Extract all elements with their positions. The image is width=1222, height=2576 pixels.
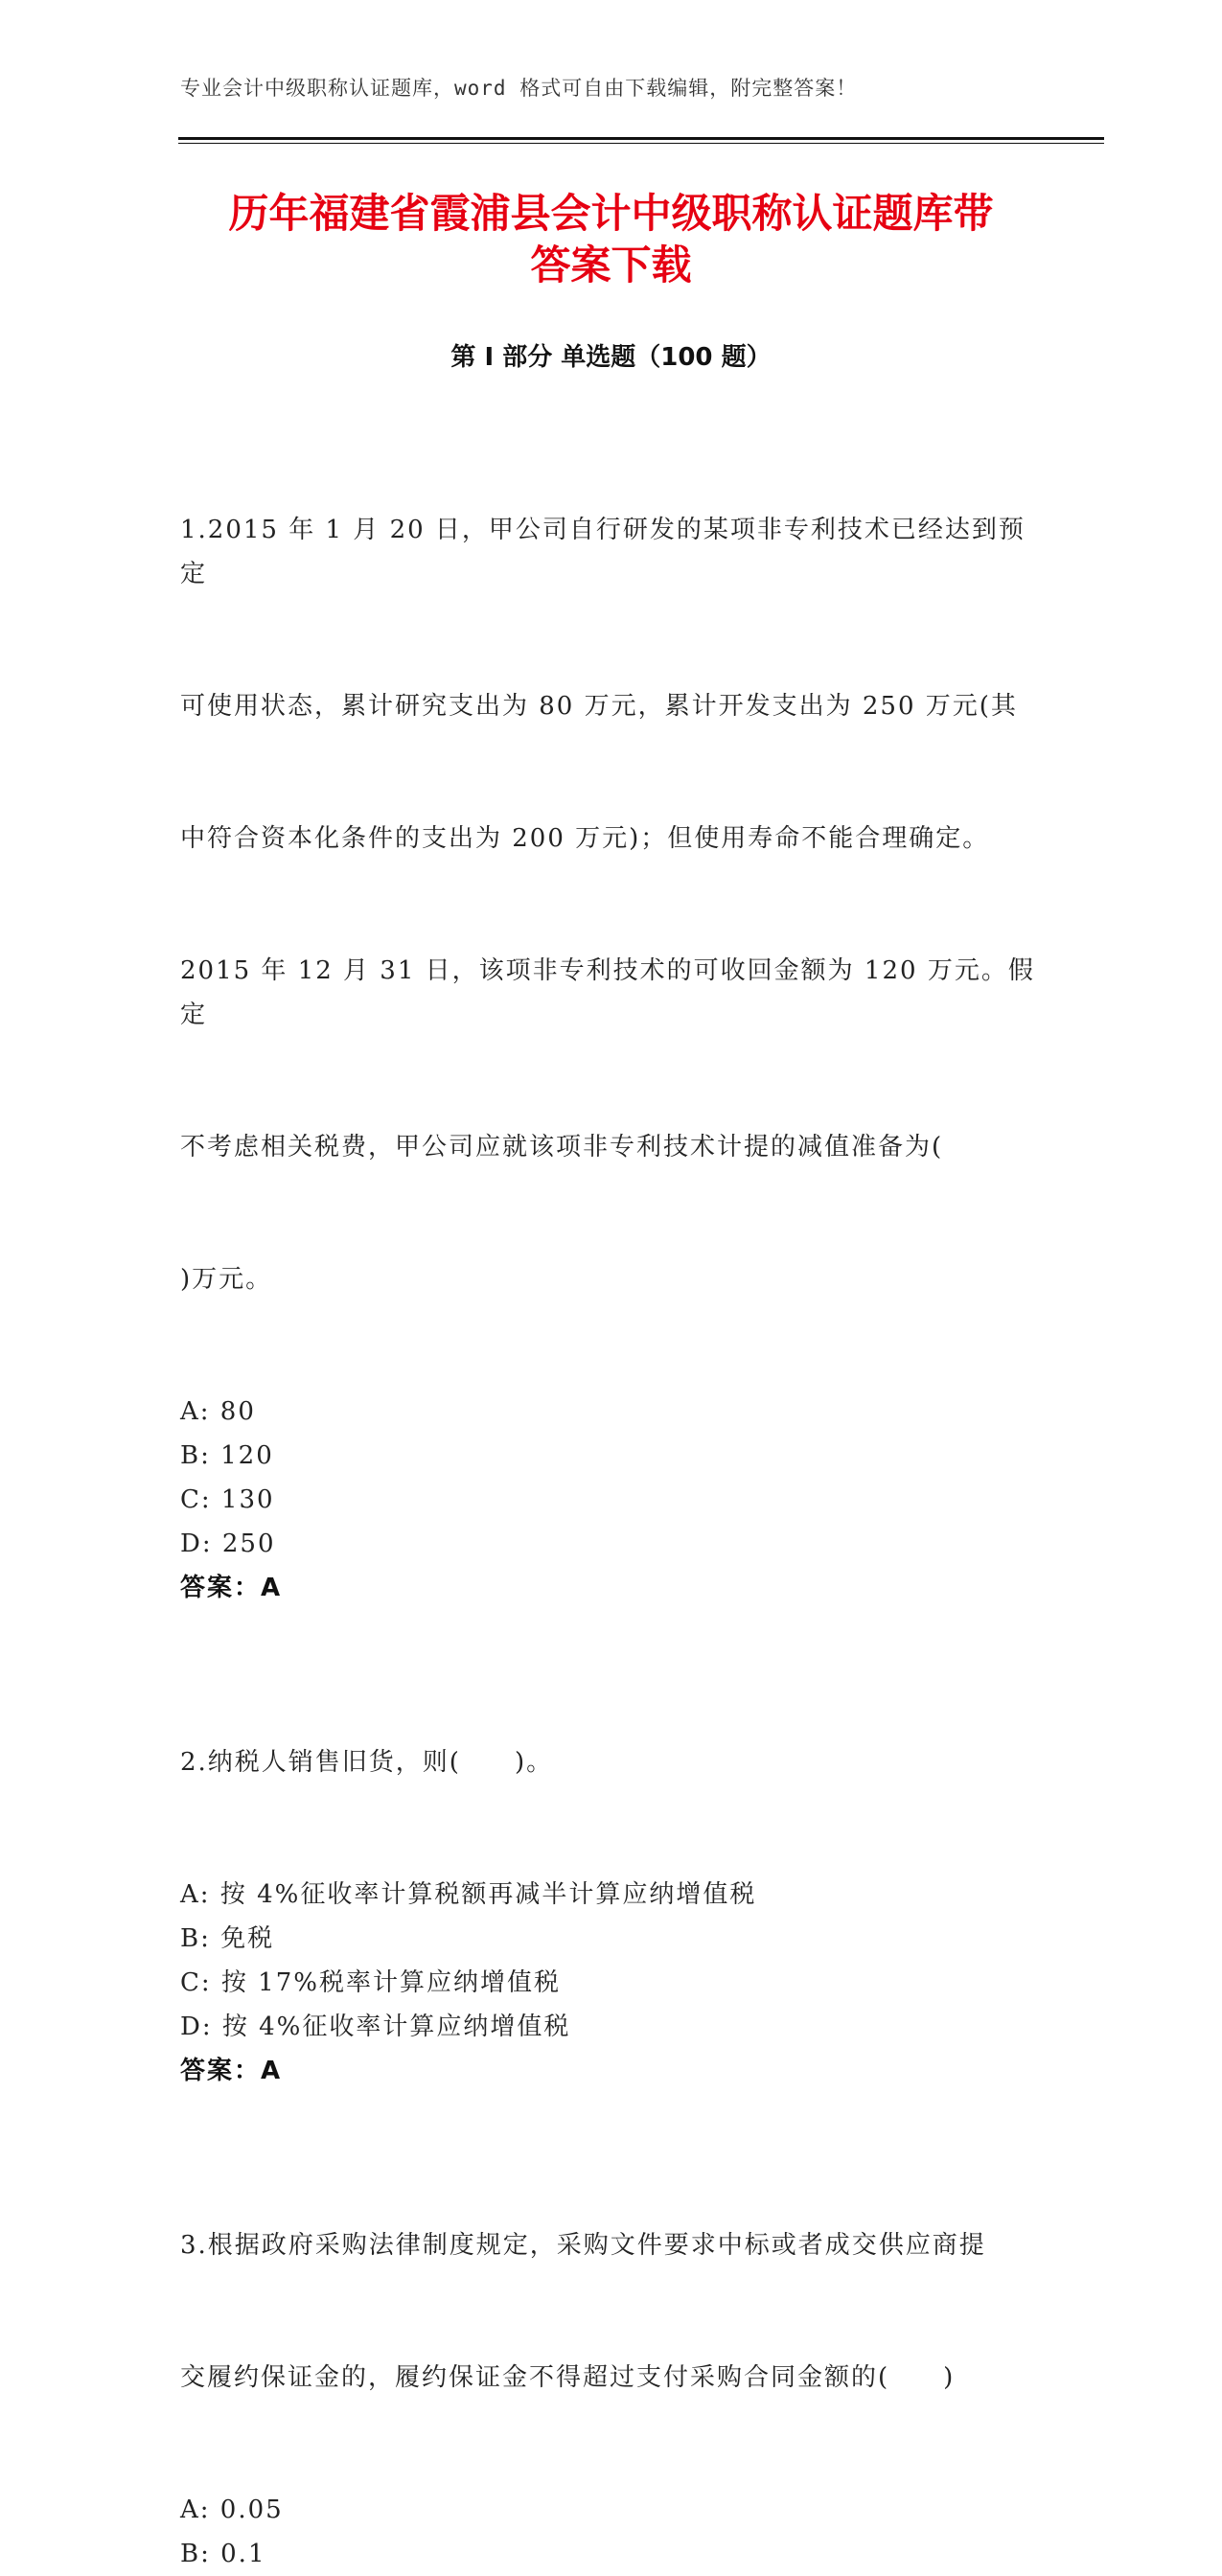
question-1 [180, 420, 1043, 1610]
header-rule-thick [178, 137, 1104, 140]
question-stem [180, 2135, 1043, 2488]
option-d: D: 按 4%征收率计算应纳增值税 [180, 2012, 571, 2041]
section-heading: 第 I 部分 单选题（100 题） [450, 343, 772, 372]
option-c: C: 按 17%税率计算应纳增值税 [180, 1968, 561, 1997]
answer-line: 答案：A [180, 1574, 283, 1602]
question-2 [180, 1652, 1043, 2093]
option-a: A: 按 4%征收率计算税额再减半计算应纳增值税 [180, 1880, 757, 1909]
question-spacer [180, 2093, 1043, 2135]
question-stem-line: 交履约保证金的，履约保证金不得超过支付采购合同金额的( ) [180, 2363, 956, 2392]
option-b: B: 120 [180, 1441, 274, 1470]
question-list [180, 420, 1043, 2576]
option-c: C: 130 [180, 1485, 275, 1514]
question-stem-line: 1.2015 年 1 月 20 日，甲公司自行研发的某项非专利技术已经达到预定 [180, 516, 1026, 588]
option-b: B: 0.1 [180, 2540, 266, 2568]
question-stem-line: 可使用状态，累计研究支出为 80 万元，累计开发支出为 250 万元(其 [180, 692, 1018, 721]
option-b: B: 免税 [180, 1924, 275, 1953]
question-stem-line: 3.根据政府采购法律制度规定，采购文件要求中标或者成交供应商提 [180, 2231, 986, 2260]
document-title [144, 188, 1078, 291]
document-title-line-2: 答案下载 [530, 242, 692, 288]
question-spacer [180, 1610, 1043, 1652]
question-stem [180, 420, 1043, 1390]
option-a: A: 0.05 [180, 2496, 284, 2524]
document-title-line-1: 历年福建省霞浦县会计中级职称认证题库带 [228, 190, 994, 237]
page-header-text: 专业会计中级职称认证题库，word 格式可自由下载编辑，附完整答案！ [180, 77, 858, 100]
option-a: A: 80 [180, 1397, 256, 1426]
question-stem-line: 中符合资本化条件的支出为 200 万元)；但使用寿命不能合理确定。 [180, 824, 990, 853]
question-stem-line: 2.纳税人销售旧货，则( )。 [180, 1748, 554, 1777]
question-stem [180, 1652, 1043, 1873]
answer-line: 答案：A [180, 2057, 283, 2085]
header-rule-thin [178, 143, 1104, 144]
question-3 [180, 2135, 1043, 2576]
question-stem-line: 2015 年 12 月 31 日，该项非专利技术的可收回金额为 120 万元。假定 [180, 956, 1035, 1029]
question-stem-line: )万元。 [180, 1265, 273, 1294]
option-d: D: 250 [180, 1530, 276, 1558]
question-stem-line: 不考虑相关税费，甲公司应就该项非专利技术计提的减值准备为( [180, 1133, 944, 1162]
